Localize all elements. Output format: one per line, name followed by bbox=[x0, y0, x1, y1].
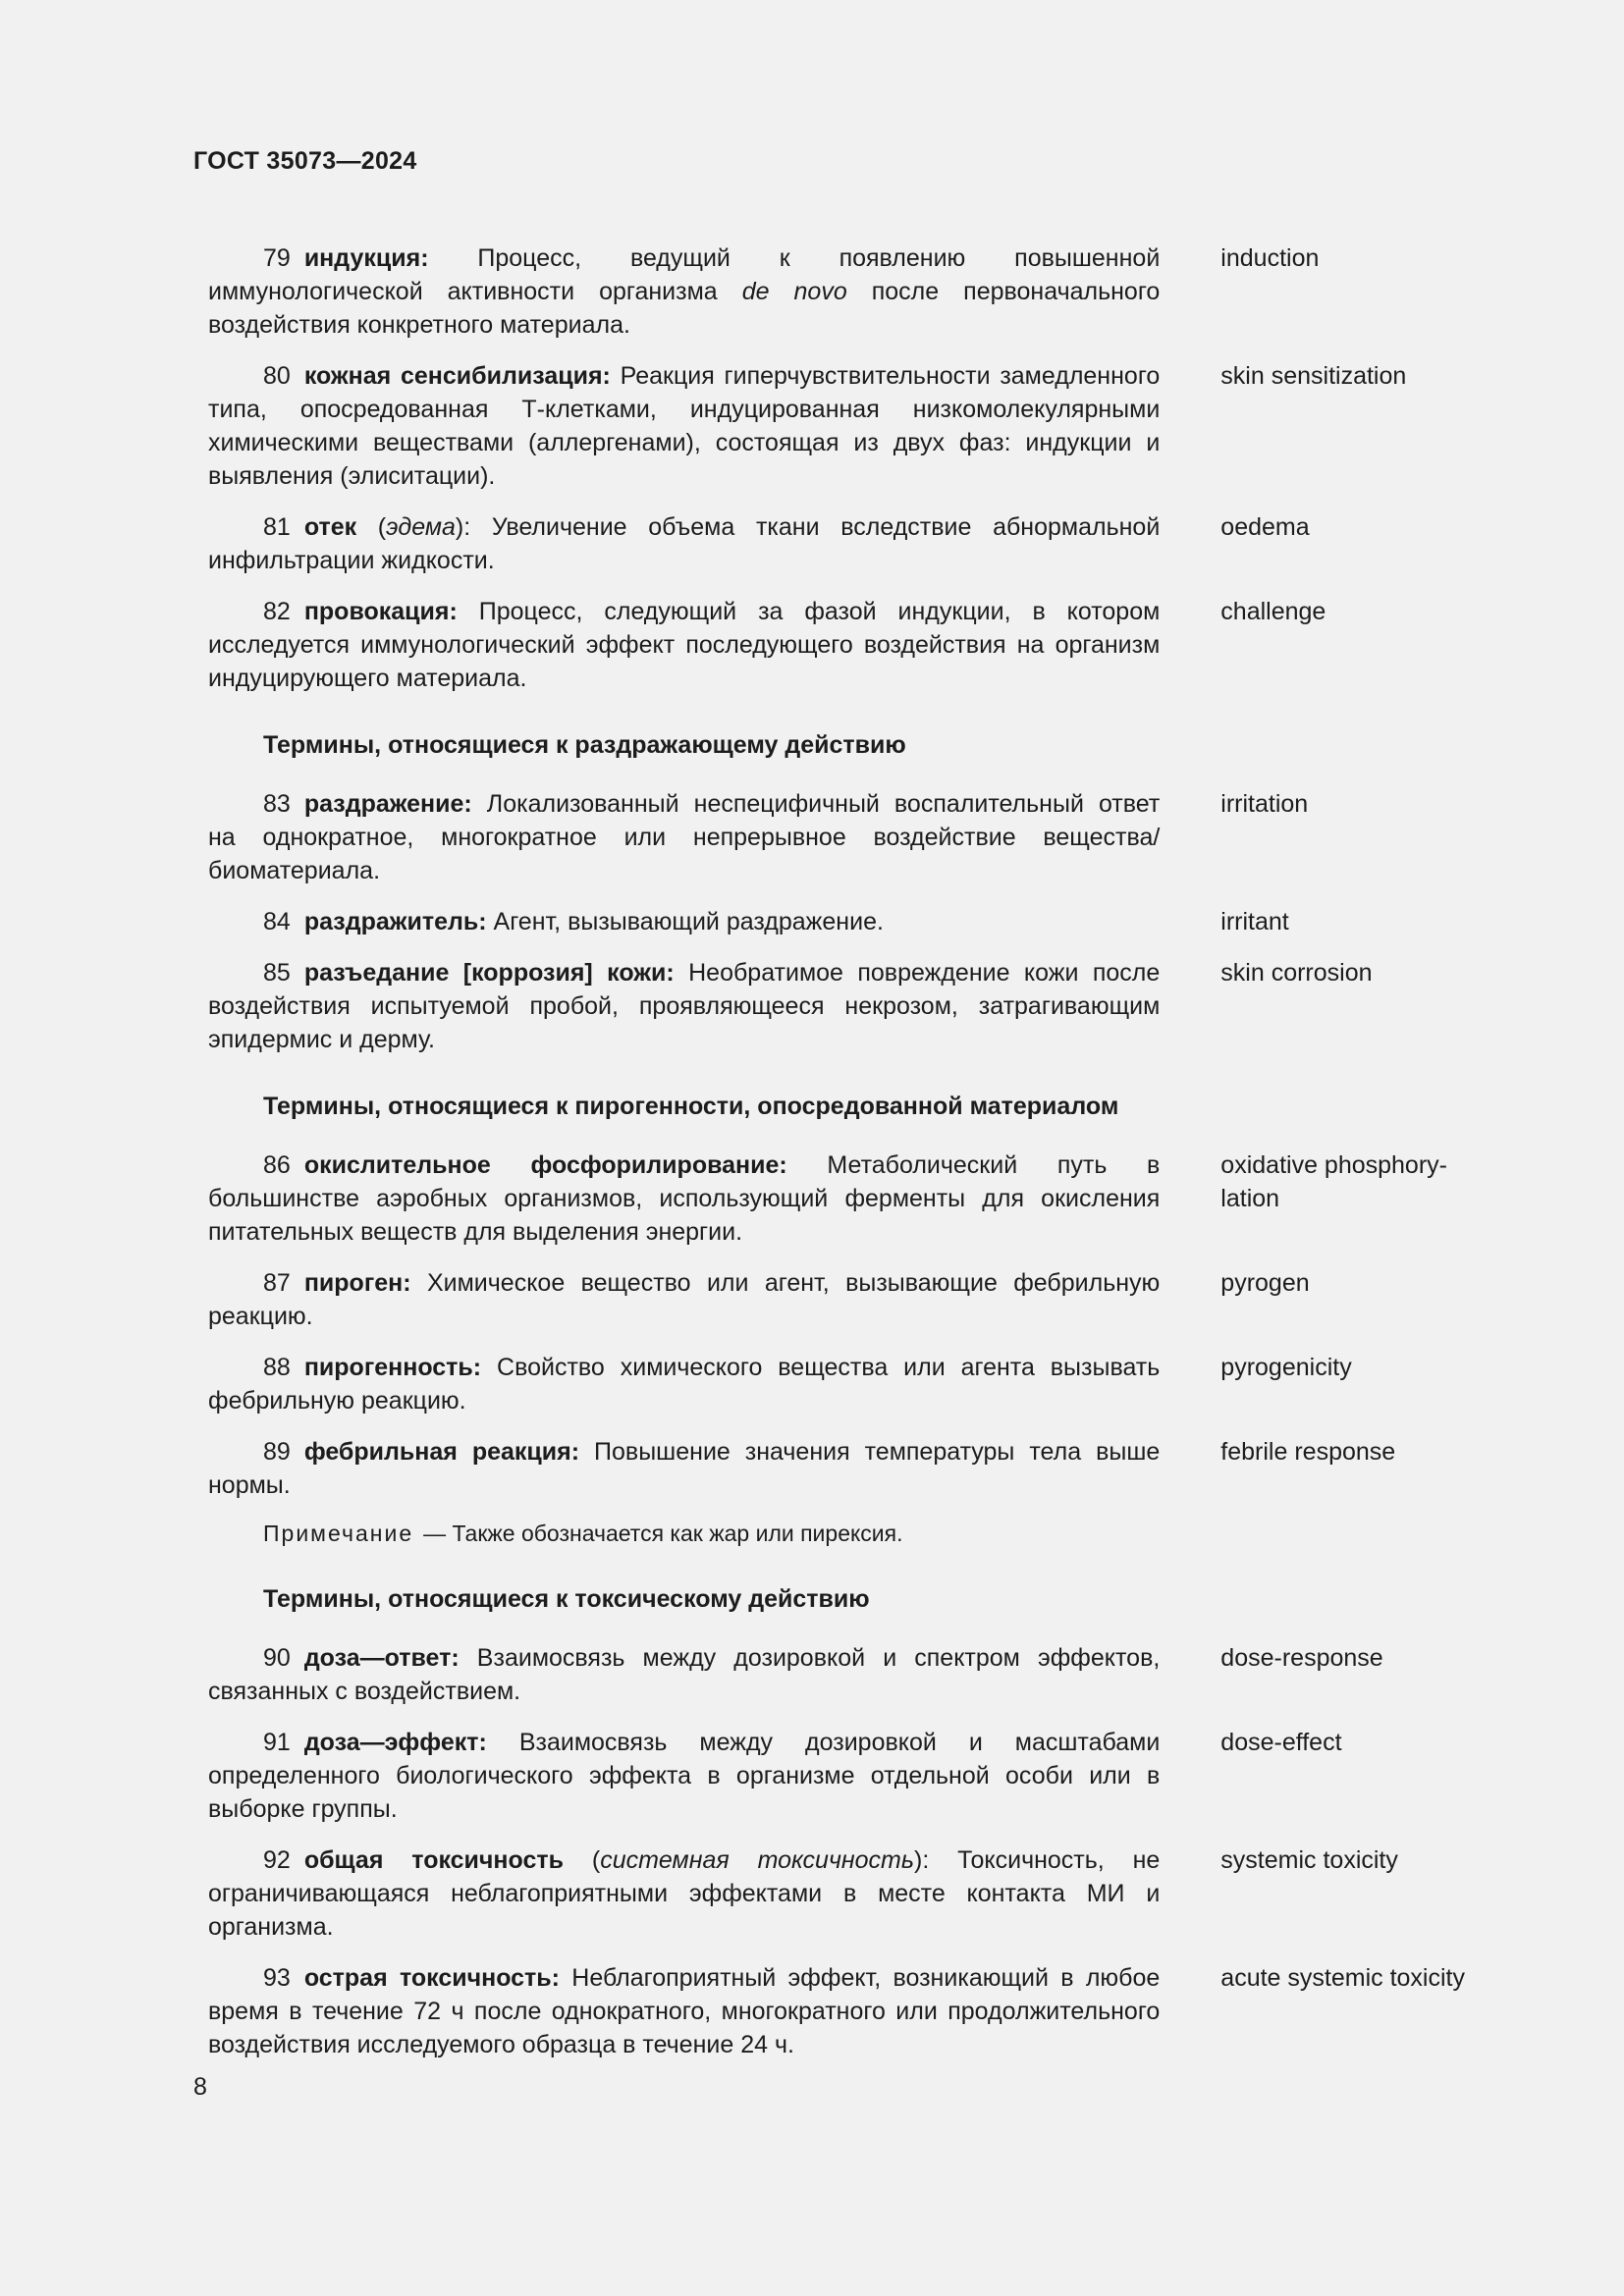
term-english: skin corrosion bbox=[1220, 959, 1373, 987]
term-english: skin sensitization bbox=[1220, 362, 1407, 390]
standard-designation: ГОСТ 35073—2024 bbox=[193, 147, 417, 175]
term-english: dose-effect bbox=[1220, 1729, 1342, 1756]
page-number: 8 bbox=[193, 2073, 207, 2101]
term-entry-93 bbox=[208, 1961, 1485, 2061]
term-english: oxidative phosphory-lation bbox=[1220, 1151, 1447, 1212]
term-name: кожная сенсибилизация: bbox=[303, 362, 611, 390]
note bbox=[208, 1518, 1485, 1549]
term-entry-84 bbox=[208, 905, 1485, 938]
term-name: провокация: bbox=[303, 598, 458, 625]
term-name: раздражение: bbox=[303, 790, 472, 818]
term-number: 82 bbox=[263, 598, 291, 625]
term-definition-text: Химическое вещество или агент, вызывающие фебрильную реакцию. bbox=[208, 1269, 1161, 1330]
term-definition bbox=[208, 1641, 1160, 1708]
term-number: 81 bbox=[263, 513, 291, 541]
term-name: индукция: bbox=[303, 244, 429, 272]
term-name: разъедание [коррозия] кожи: bbox=[303, 959, 675, 987]
term-number: 88 bbox=[263, 1354, 291, 1381]
term-number: 91 bbox=[263, 1729, 291, 1756]
term-number: 84 bbox=[263, 908, 291, 935]
term-entry-83 bbox=[208, 787, 1485, 887]
term-definition bbox=[208, 1961, 1160, 2061]
note-text: — Также обозначается как жар или пирексия. bbox=[423, 1521, 903, 1546]
term-definition bbox=[208, 1351, 1160, 1417]
term-entry-88 bbox=[208, 1351, 1485, 1417]
term-definition-text: (системная токсичность): Токсичность, не ограничивающаяся неблагоприятными эффектами в месте контакта МИ и организма. bbox=[208, 1846, 1161, 1941]
term-number: 80 bbox=[263, 362, 291, 390]
term-english: systemic toxicity bbox=[1220, 1846, 1398, 1874]
section-heading: Термины, относящиеся к раздражающему действию bbox=[263, 731, 906, 759]
term-definition bbox=[208, 595, 1160, 695]
term-name: доза—ответ: bbox=[303, 1644, 460, 1672]
term-definition bbox=[208, 1843, 1160, 1944]
term-entry-89 bbox=[208, 1435, 1485, 1502]
term-entry-92 bbox=[208, 1843, 1485, 1944]
term-definition bbox=[208, 1266, 1160, 1333]
term-definition bbox=[208, 1148, 1160, 1249]
term-entry-86 bbox=[208, 1148, 1485, 1249]
term-english: acute systemic toxicity bbox=[1220, 1964, 1465, 1992]
term-definition-text: Повышение значения температуры тела выше нормы. bbox=[208, 1438, 1161, 1499]
term-english: irritant bbox=[1220, 908, 1289, 935]
term-english: pyrogen bbox=[1220, 1269, 1310, 1297]
term-definition-text: Реакция гиперчувствительности замедленного типа, опосредованная Т-клетками, индуцированная низкомолекулярными химическими веществами (аллергенами), состоящая из двух фаз: индукции и выявления (элиситации). bbox=[208, 362, 1161, 490]
term-number: 86 bbox=[263, 1151, 291, 1179]
term-english: challenge bbox=[1220, 598, 1326, 625]
term-entry-79 bbox=[208, 241, 1485, 342]
term-entry-87 bbox=[208, 1266, 1485, 1333]
term-name: отек bbox=[303, 513, 357, 541]
note-label: Примечание bbox=[263, 1521, 414, 1546]
term-number: 83 bbox=[263, 790, 291, 818]
term-name: общая токсичность bbox=[303, 1846, 564, 1874]
term-number: 85 bbox=[263, 959, 291, 987]
term-entry-82 bbox=[208, 595, 1485, 695]
term-definition-text: Взаимосвязь между дозировкой и масштабами определенного биологического эффекта в организме отдельной особи или в выборке группы. bbox=[208, 1729, 1161, 1823]
term-definition-text: Необратимое повреждение кожи после воздействия испытуемой пробой, проявляющееся некрозом, затрагивающим эпидермис и дерму. bbox=[208, 959, 1161, 1053]
term-definition-text: Неблагоприятный эффект, возникающий в любое время в течение 72 ч после однократного, многократного или продолжительного воздействия исследуемого образца в течение 24 ч. bbox=[208, 1964, 1161, 2058]
term-number: 90 bbox=[263, 1644, 291, 1672]
term-number: 89 bbox=[263, 1438, 291, 1466]
term-definition bbox=[208, 359, 1160, 493]
term-number: 87 bbox=[263, 1269, 291, 1297]
term-definition bbox=[208, 1435, 1160, 1502]
terms-list bbox=[208, 241, 1485, 2079]
term-entry-91 bbox=[208, 1726, 1485, 1826]
term-definition-text: Свойство химического вещества или агента вызывать фебрильную реакцию. bbox=[208, 1354, 1161, 1415]
term-name: острая токсичность: bbox=[303, 1964, 560, 1992]
term-number: 92 bbox=[263, 1846, 291, 1874]
section-heading: Термины, относящиеся к токсическому действию bbox=[263, 1585, 870, 1613]
term-definition bbox=[208, 241, 1160, 342]
term-english: pyrogenicity bbox=[1220, 1354, 1352, 1381]
term-entry-85 bbox=[208, 956, 1485, 1056]
term-definition bbox=[208, 905, 1160, 938]
term-definition-text: (эдема): Увеличение объема ткани вследствие абнормальной инфильтрации жидкости. bbox=[208, 513, 1161, 574]
term-english: induction bbox=[1220, 244, 1320, 272]
term-definition-text: Метаболический путь в большинстве аэробных организмов, использующий ферменты для окисления питательных веществ для выделения энергии. bbox=[208, 1151, 1161, 1246]
term-english: dose-response bbox=[1220, 1644, 1383, 1672]
term-name: раздражитель: bbox=[303, 908, 487, 935]
term-name: пироген: bbox=[303, 1269, 411, 1297]
term-name: окислительное фосфорилирование: bbox=[303, 1151, 787, 1179]
term-entry-81 bbox=[208, 510, 1485, 577]
term-definition bbox=[208, 510, 1160, 577]
term-number: 93 bbox=[263, 1964, 291, 1992]
term-entry-90 bbox=[208, 1641, 1485, 1708]
term-english: febrile response bbox=[1220, 1438, 1396, 1466]
section-heading: Термины, относящиеся к пирогенности, опосредованной материалом bbox=[263, 1093, 1119, 1120]
term-definition bbox=[208, 956, 1160, 1056]
term-definition-text: Процесс, ведущий к появлению повышенной иммунологической активности организма de novo после первоначального воздействия конкретного материала. bbox=[208, 244, 1161, 339]
term-english: oedema bbox=[1220, 513, 1310, 541]
term-entry-80 bbox=[208, 359, 1485, 493]
term-number: 79 bbox=[263, 244, 291, 272]
term-name: фебрильная реакция: bbox=[303, 1438, 580, 1466]
term-name: пирогенность: bbox=[303, 1354, 482, 1381]
term-definition-text: Локализованный неспецифичный воспалительный ответ на однократное, многократное или непрерывное воздействие вещества/биоматериала. bbox=[208, 790, 1161, 884]
term-definition-text: Взаимосвязь между дозировкой и спектром эффектов, связанных с воздействием. bbox=[208, 1644, 1161, 1705]
term-definition bbox=[208, 1726, 1160, 1826]
term-name: доза—эффект: bbox=[303, 1729, 487, 1756]
term-definition bbox=[208, 787, 1160, 887]
term-english: irritation bbox=[1220, 790, 1309, 818]
term-definition-text: Процесс, следующий за фазой индукции, в котором исследуется иммунологический эффект последующего воздействия на организм индуцирующего материала. bbox=[208, 598, 1161, 692]
term-definition-text: Агент, вызывающий раздражение. bbox=[486, 908, 884, 935]
